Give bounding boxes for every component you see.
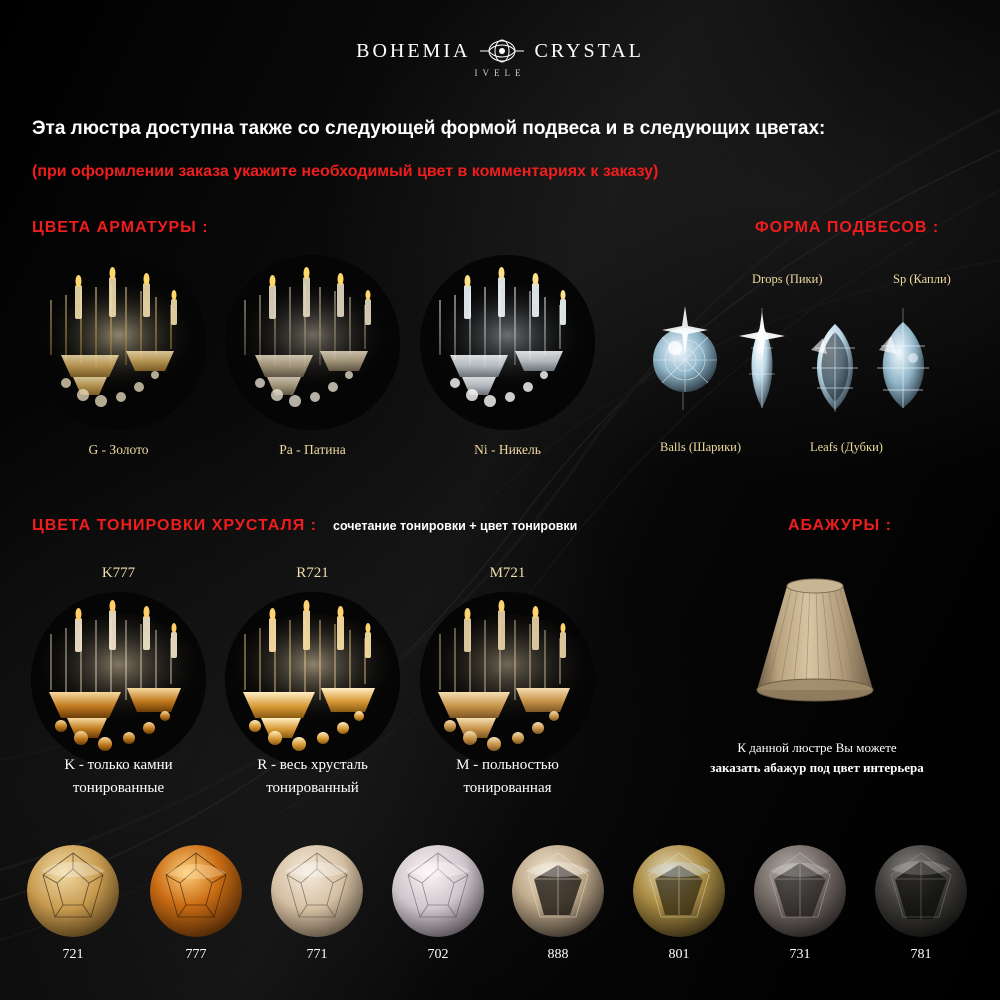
stone-label-888: 888 [547,947,569,962]
crystal-tint-label-k777 [16,754,221,800]
crystal-tint-code-r721: R721 [296,565,329,581]
crystal-tint-label-m721 [405,754,610,800]
frame-color-label-nickel: Ni - Никель [474,442,541,457]
brand-logo [0,36,1000,78]
stone-swatch-781[interactable] [875,845,967,937]
crystal-tint-code-m721: M721 [489,565,526,581]
stone-swatch-801[interactable] [633,845,725,937]
chandelier-r721-image [225,592,400,767]
stone-item-801[interactable] [624,845,734,963]
stone-swatch-731[interactable] [754,845,846,937]
stone-label-801: 801 [668,947,690,962]
stone-item-771[interactable] [262,845,372,963]
crystal-tint-label-r721 [210,754,415,800]
stone-label-777: 777 [185,947,207,962]
crystal-tint-label-m721-line2: тонированная [463,780,552,796]
crystal-tint-label-k777-line2: тонированные [72,780,165,796]
crystal-tint-note: сочетание тонировки + цвет тонировки [333,519,578,533]
stone-item-702[interactable] [383,845,493,963]
frame-color-swatch-patina[interactable] [225,255,400,430]
page-subtitle: (при оформлении заказа укажите необходимый цвет в комментариях к заказу) [32,163,659,180]
stone-label-721: 721 [62,947,84,962]
crystal-tint-swatch-r721[interactable] [225,592,400,767]
shade-note-line2: заказать абажур под цвет интерьера [710,760,924,775]
leaf-pendant-icon [811,324,858,410]
stone-item-777[interactable] [141,845,251,963]
sp-pendant-icon [877,322,929,408]
ornament-icon [480,36,524,66]
stone-swatch-702[interactable] [392,845,484,937]
brand-subtitle: IVELE [474,68,526,78]
crystal-tint-label-r721-line2: тонированный [266,780,359,796]
brand-left-text: BOHEMIA [356,39,471,62]
section-title-crystal-tints: ЦВЕТА ТОНИРОВКИ ХРУСТАЛЯ : [32,517,317,534]
shade-note-line1: К данной люстре Вы можете [737,740,897,755]
ball-pendant-icon [653,306,717,392]
stone-color-row [0,845,1000,1000]
crystal-tint-label-k777-line1: K - только камни [64,757,173,773]
drop-pendant-icon [739,312,785,408]
crystal-tint-swatch-k777[interactable] [31,592,206,767]
pendant-label-drops: Drops (Пики) [752,272,823,286]
stone-item-731[interactable] [745,845,855,963]
crystal-tint-label-m721-line1: M - польностью [456,757,559,773]
crystal-tint-code-k777: K777 [101,565,136,581]
chandelier-m721-image [420,592,595,767]
chandelier-nickel-image [420,255,595,430]
lampshade-image[interactable] [735,560,895,720]
chandelier-k777-image [31,592,206,767]
frame-color-label-patina: Pa - Патина [279,442,346,457]
stone-swatch-721[interactable] [27,845,119,937]
stone-label-781: 781 [910,947,932,962]
pendant-shapes-group [645,288,995,438]
stone-label-702: 702 [427,947,449,962]
stone-swatch-888[interactable] [512,845,604,937]
stone-item-888[interactable] [503,845,613,963]
frame-color-swatch-nickel[interactable] [420,255,595,430]
shade-note [672,738,962,778]
chandelier-patina-image [225,255,400,430]
frame-color-swatch-gold[interactable] [31,255,206,430]
pendant-label-sp: Sp (Капли) [893,272,951,286]
stone-swatch-777[interactable] [150,845,242,937]
page-title: Эта люстра доступна также со следующей формой подвеса и в следующих цветах: [32,118,826,139]
crystal-tint-swatch-m721[interactable] [420,592,595,767]
brand-right-text: CRYSTAL [534,39,644,62]
chandelier-gold-image [31,255,206,430]
section-title-frame-colors: ЦВЕТА АРМАТУРЫ : [32,219,209,236]
stone-label-731: 731 [789,947,811,962]
stone-item-781[interactable] [866,845,976,963]
section-title-shades: АБАЖУРЫ : [788,517,892,534]
stone-item-721[interactable] [18,845,128,963]
crystal-tint-label-r721-line1: R - весь хрусталь [257,757,368,773]
stone-swatch-771[interactable] [271,845,363,937]
section-title-pendant-shapes: ФОРМА ПОДВЕСОВ : [755,219,940,236]
pendant-label-balls: Balls (Шарики) [660,440,742,454]
stone-label-771: 771 [306,947,328,962]
frame-color-label-gold: G - Золото [88,442,149,457]
pendant-label-leafs: Leafs (Дубки) [810,440,883,454]
